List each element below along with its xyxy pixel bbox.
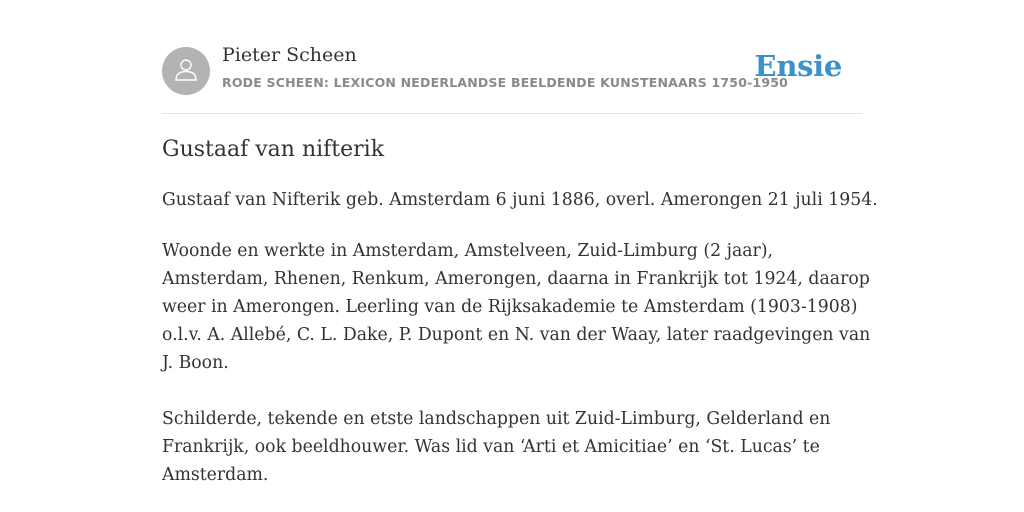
article-title: Gustaaf van nifterik bbox=[162, 137, 385, 162]
article-header bbox=[162, 0, 862, 114]
ensie-logo[interactable]: Ensie bbox=[754, 49, 842, 83]
author-name-link[interactable]: Pieter Scheen bbox=[222, 44, 357, 66]
body-line: Amsterdam, Rhenen, Renkum, Amerongen, daarna in Frankrijk tot 1924, daarop bbox=[162, 269, 870, 289]
author-avatar[interactable] bbox=[162, 47, 210, 95]
source-link[interactable]: RODE SCHEEN: LEXICON NEDERLANDSE BEELDENDE KUNSTENAARS 1750-1950 bbox=[222, 75, 789, 90]
body-line: Amsterdam. bbox=[162, 465, 269, 485]
article-body bbox=[162, 237, 871, 489]
body-line: o.l.v. A. Allebé, C. L. Dake, P. Dupont en N. van der Waay, later raadgevingen van bbox=[162, 325, 871, 345]
article-container bbox=[162, 0, 878, 485]
body-line: Frankrijk, ook beeldhouwer. Was lid van ‘Arti et Amicitiae’ en ‘St. Lucas’ te bbox=[162, 437, 820, 457]
paragraph-gap bbox=[162, 377, 862, 405]
body-line: Schilderde, tekende en etste landschappen uit Zuid-Limburg, Gelderland en bbox=[162, 409, 831, 429]
body-line: Woonde en werkte in Amsterdam, Amstelveen, Zuid-Limburg (2 jaar), bbox=[162, 241, 774, 261]
body-line: J. Boon. bbox=[162, 353, 229, 373]
user-icon bbox=[172, 55, 200, 88]
article-intro: Gustaaf van Nifterik geb. Amsterdam 6 juni 1886, overl. Amerongen 21 juli 1954. bbox=[162, 190, 878, 210]
body-line: weer in Amerongen. Leerling van de Rijksakademie te Amsterdam (1903-1908) bbox=[162, 297, 858, 317]
